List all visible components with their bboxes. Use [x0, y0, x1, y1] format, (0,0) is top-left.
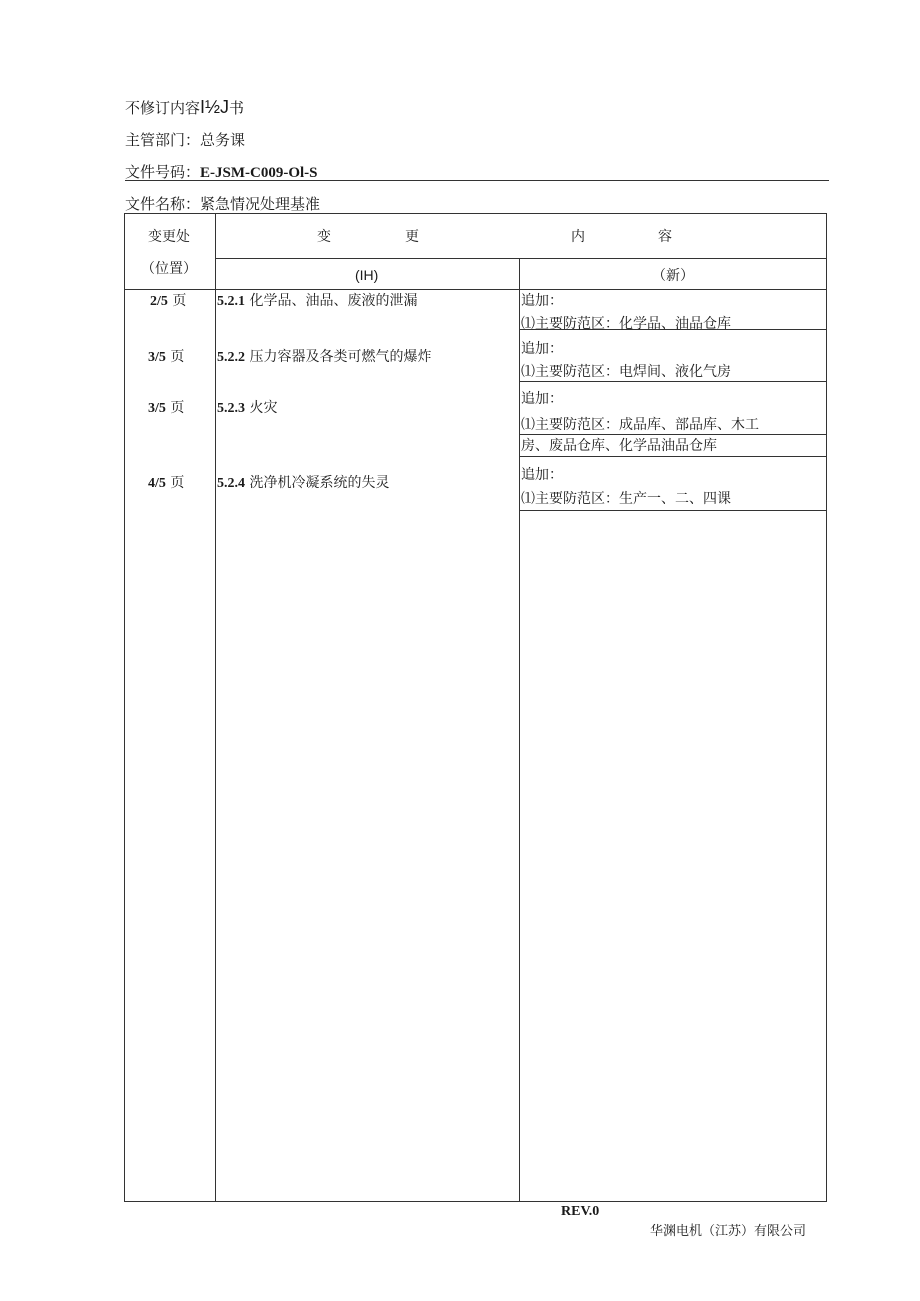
new-row-divider-5 — [519, 510, 827, 511]
col1-header-line1: 变更处 — [148, 229, 190, 245]
header-char-3: 内 — [571, 229, 585, 245]
row-3-new-line-2: ⑴主要防范区：成品库、部品库、木工 — [521, 417, 759, 433]
row-2-new-line-1: 追加： — [521, 341, 563, 357]
row-2-page-unit: 页 — [170, 349, 185, 365]
col1-header-line2: （位置） — [141, 261, 197, 277]
name-line — [125, 194, 320, 214]
row-2-page-num: 3/5 — [148, 350, 166, 365]
row-2-page — [148, 348, 184, 367]
title-mid: I½J — [200, 97, 230, 117]
new-row-divider-2 — [519, 381, 827, 382]
row-4-page — [148, 474, 184, 493]
row-3-new-line-1: 追加： — [521, 391, 563, 407]
dept-line — [125, 130, 245, 150]
new-column-header: （新） — [652, 268, 694, 284]
revision-label: REV.0 — [561, 1204, 600, 1219]
col-divider-2 — [519, 258, 520, 1202]
row-1-page-num: 2/5 — [150, 294, 168, 309]
row-3-sec-num: 5.2.3 — [217, 401, 245, 416]
row-2-section — [217, 348, 431, 367]
row-2-sec-title: 压力容器及各类可燃气的爆炸 — [249, 349, 432, 365]
row-4-new-line-1: 追加： — [521, 467, 563, 483]
header-char-2: 更 — [405, 229, 419, 245]
row-1-sec-title: 化学品、油品、废液的泄漏 — [249, 293, 418, 309]
row-3-page — [148, 399, 184, 418]
row-1-sec-num: 5.2.1 — [217, 294, 245, 309]
dept-value: 总务课 — [200, 131, 246, 149]
row-1-new-line-1: 追加： — [521, 293, 563, 309]
title-prefix: 不修订内容 — [125, 99, 201, 117]
row-4-page-unit: 页 — [170, 475, 185, 491]
header-divider — [125, 180, 829, 181]
row-3-sec-title: 火灾 — [249, 400, 278, 416]
row-2-sec-num: 5.2.2 — [217, 350, 245, 365]
header-char-1: 变 — [317, 229, 331, 245]
row-1-page — [150, 292, 186, 311]
row-3-page-unit: 页 — [170, 400, 185, 416]
name-value: 紧急情况处理基准 — [200, 195, 321, 213]
header-bottom-divider — [124, 289, 827, 290]
dept-label: 主管部门： — [125, 131, 201, 149]
name-label: 文件名称： — [125, 195, 201, 213]
row-4-new-line-2: ⑴主要防范区：生产一、二、四课 — [521, 491, 731, 507]
code-label: 文件号码： — [125, 163, 201, 181]
row-1-page-unit: 页 — [172, 293, 187, 309]
row-4-page-num: 4/5 — [148, 476, 166, 491]
header-row-divider — [215, 258, 827, 259]
document-title — [125, 97, 244, 118]
new-row-divider-3 — [519, 434, 827, 435]
old-column-header: (IH) — [355, 267, 379, 283]
row-3-new-line-3: 房、废品仓库、化学品油品仓库 — [521, 438, 717, 454]
header-char-4: 容 — [658, 229, 672, 245]
row-1-section — [217, 292, 417, 311]
title-suffix: 书 — [229, 99, 245, 117]
company-name: 华渊电机（江苏）有限公司 — [650, 1224, 807, 1239]
col-divider-1 — [215, 213, 216, 1202]
new-row-divider-4 — [519, 456, 827, 457]
row-2-new-line-2: ⑴主要防范区：电焊间、液化气房 — [521, 364, 731, 380]
row-3-page-num: 3/5 — [148, 401, 166, 416]
row-3-section — [217, 399, 277, 418]
code-value: E-JSM-C009-Ol-S — [200, 165, 318, 181]
row-4-section — [217, 474, 389, 493]
row-4-sec-num: 5.2.4 — [217, 476, 245, 491]
row-1-new-line-2: ⑴主要防范区：化学品、油品仓库 — [521, 316, 731, 332]
row-4-sec-title: 洗净机冷凝系统的失灵 — [249, 475, 390, 491]
